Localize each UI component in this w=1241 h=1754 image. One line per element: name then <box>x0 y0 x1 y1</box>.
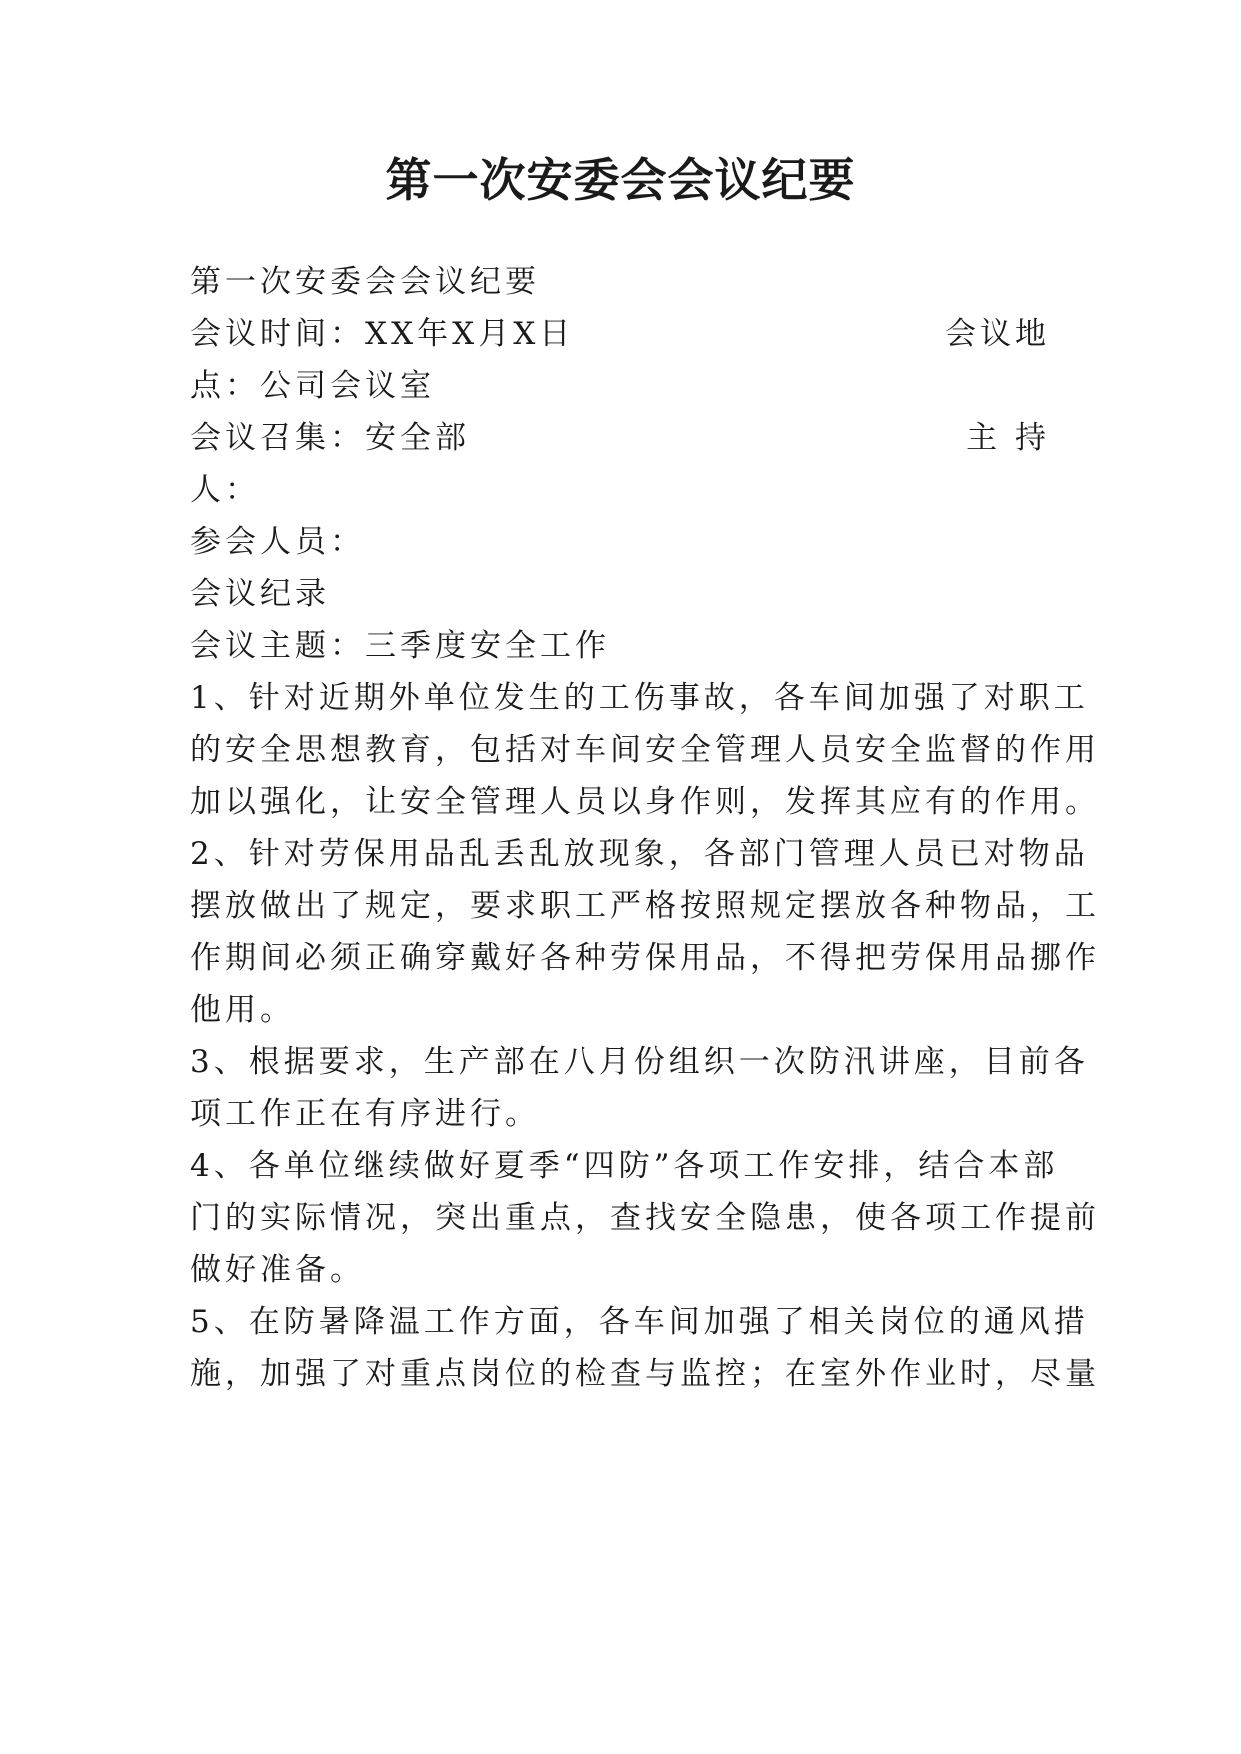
meeting-place-line: 点：公司会议室 <box>190 368 435 404</box>
paragraph-line: 5、在防暑降温工作方面，各车间加强了相关岗位的通风措 <box>190 1304 1089 1340</box>
subtitle-line: 第一次安委会会议纪要 <box>190 264 540 300</box>
paragraph-line: 他用。 <box>190 992 295 1028</box>
meeting-convener-line <box>190 409 1050 467</box>
meeting-time-line <box>190 305 1050 363</box>
host-label: 主 持 <box>966 420 1050 456</box>
meeting-place-label: 会议地 <box>945 316 1050 352</box>
meeting-topic-line: 会议主题：三季度安全工作 <box>190 628 610 664</box>
paragraph-line: 加以强化，让安全管理人员以身作则，发挥其应有的作用。 <box>190 784 1100 820</box>
paragraph-line: 2、针对劳保用品乱丢乱放现象，各部门管理人员已对物品 <box>190 836 1089 872</box>
attendees-line: 参会人员： <box>190 524 365 560</box>
paragraph-line: 作期间必须正确穿戴好各种劳保用品，不得把劳保用品挪作 <box>190 940 1100 976</box>
paragraph-line: 的安全思想教育，包括对车间安全管理人员安全监督的作用 <box>190 732 1100 768</box>
meeting-time-text: 会议时间：XX年X月X日 <box>190 316 575 352</box>
paragraph-line: 1、针对近期外单位发生的工伤事故，各车间加强了对职工 <box>190 680 1089 716</box>
meeting-record-heading: 会议纪录 <box>190 576 330 612</box>
paragraph-line: 项工作正在有序进行。 <box>190 1096 540 1132</box>
host-line: 人： <box>190 472 260 508</box>
meeting-convener-text: 会议召集：安全部 <box>190 420 470 456</box>
paragraph-line: 施，加强了对重点岗位的检查与监控；在室外作业时，尽量 <box>190 1356 1100 1392</box>
paragraph-line: 4、各单位继续做好夏季“四防”各项工作安排，结合本部 <box>190 1148 1059 1184</box>
paragraph-line: 摆放做出了规定，要求职工严格按照规定摆放各种物品，工 <box>190 888 1100 924</box>
paragraph-line: 3、根据要求，生产部在八月份组织一次防汛讲座，目前各 <box>190 1044 1089 1080</box>
document-title: 第一次安委会会议纪要 <box>385 153 856 207</box>
paragraph-line: 做好准备。 <box>190 1252 365 1288</box>
paragraph-line: 门的实际情况，突出重点，查找安全隐患，使各项工作提前 <box>190 1200 1100 1236</box>
